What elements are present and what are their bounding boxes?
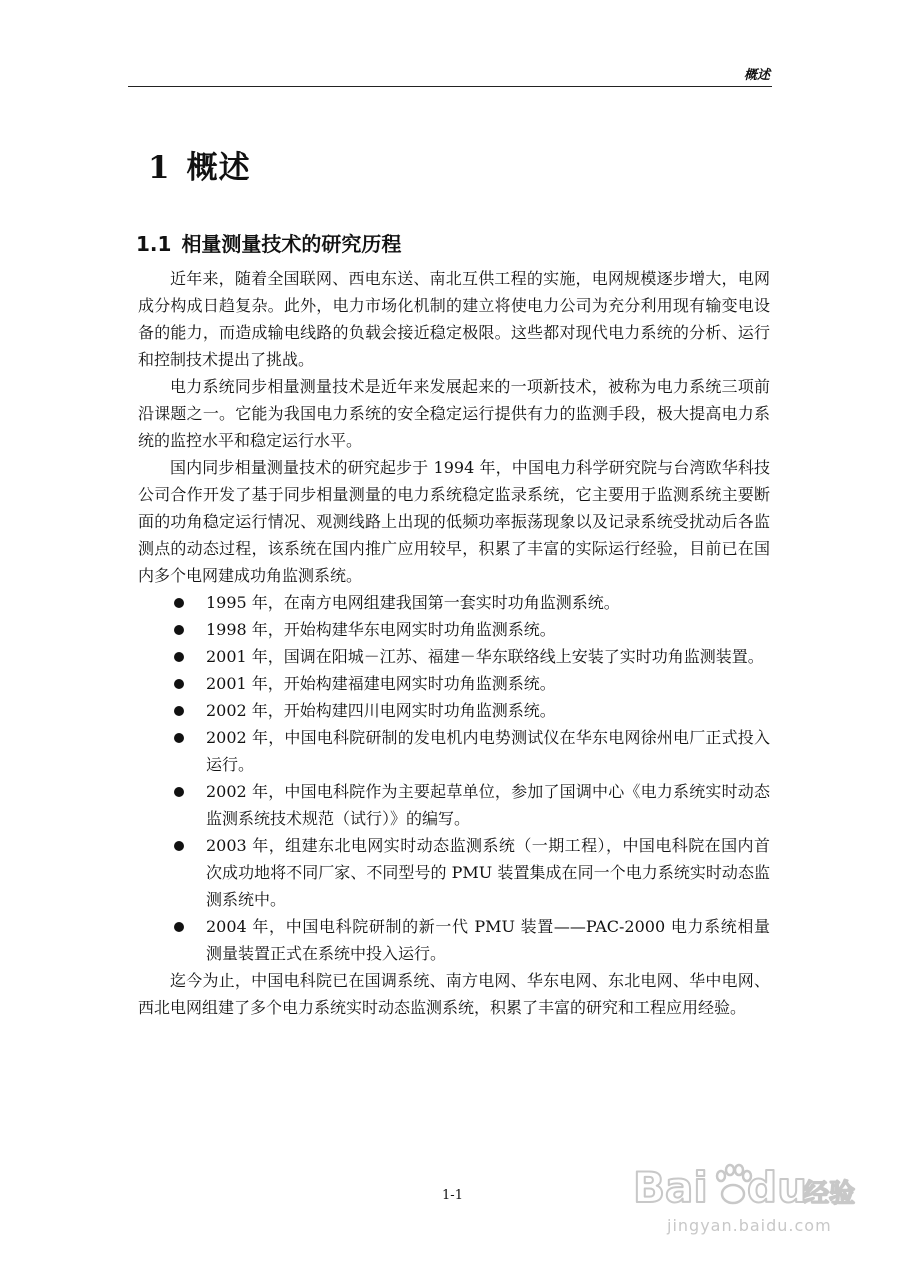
paragraph: 国内同步相量测量技术的研究起步于 1994 年，中国电力科学研究院与台湾欧华科技公司合作开发了基于同步相量测量的电力系统稳定监录系统，它主要用于监测系统主要断面的功角稳定运行情况、观测线路上出现的低频功率振荡现象以及记录系统受扰动后各监测点的动态过程，该系统在国内推广应用较早，积累了丰富的实际运行经验，目前已在国内多个电网建成功角监测系统。 bbox=[138, 458, 770, 585]
chapter-title bbox=[148, 142, 251, 187]
bullet-icon bbox=[174, 598, 184, 608]
section-number: 1.1 bbox=[136, 232, 172, 256]
list-item bbox=[138, 589, 770, 616]
list-item-text: 1995 年，在南方电网组建我国第一套实时功角监测系统。 bbox=[206, 593, 620, 612]
list-item-text: 2002 年，中国电科院研制的发电机内电势测试仪在华东电网徐州电厂正式投入运行。 bbox=[206, 728, 770, 774]
closing-paragraph: 迄今为止，中国电科院已在国调系统、南方电网、华东电网、东北电网、华中电网、西北电网组建了多个电力系统实时动态监测系统，积累了丰富的研究和工程应用经验。 bbox=[138, 971, 770, 1017]
list-item bbox=[138, 616, 770, 643]
page-number: 1-1 bbox=[442, 1188, 463, 1203]
bullet-icon bbox=[174, 922, 184, 932]
bullet-icon bbox=[174, 787, 184, 797]
list-item bbox=[138, 643, 770, 670]
bullet-icon bbox=[174, 841, 184, 851]
list-item-text: 1998 年，开始构建华东电网实时功角监测系统。 bbox=[206, 620, 556, 639]
paragraph: 近年来，随着全国联网、西电东送、南北互供工程的实施，电网规模逐步增大，电网成分构成日趋复杂。此外，电力市场化机制的建立将使电力公司为充分利用现有输变电设备的能力，而造成输电线路的负载会接近稳定极限。这些都对现代电力系统的分析、运行和控制技术提出了挑战。 bbox=[138, 269, 770, 369]
svg-text:经验: 经验 bbox=[803, 1179, 856, 1209]
paragraph: 电力系统同步相量测量技术是近年来发展起来的一项新技术，被称为电力系统三项前沿课题之一。它能为我国电力系统的安全稳定运行提供有力的监测手段，极大提高电力系统的监控水平和稳定运行水平。 bbox=[138, 377, 770, 450]
chapter-number: 1 bbox=[148, 150, 171, 186]
list-item bbox=[138, 913, 770, 967]
list-item-text: 2001 年，开始构建福建电网实时功角监测系统。 bbox=[206, 674, 556, 693]
list-item-text: 2004 年，中国电科院研制的新一代 PMU 装置——PAC-2000 电力系统相量测量装置正式在系统中投入运行。 bbox=[206, 917, 770, 963]
bullet-icon bbox=[174, 652, 184, 662]
baidu-jingyan-logo bbox=[633, 1156, 861, 1214]
list-item-text: 2001 年，国调在阳城－江苏、福建－华东联络线上安装了实时功角监测装置。 bbox=[206, 647, 764, 666]
bullet-icon bbox=[174, 679, 184, 689]
section-title bbox=[136, 228, 401, 257]
body-text bbox=[138, 265, 770, 1021]
svg-text:du: du bbox=[747, 1163, 807, 1212]
header-rule bbox=[128, 86, 772, 87]
list-item-text: 2002 年，开始构建四川电网实时功角监测系统。 bbox=[206, 701, 556, 720]
chapter-title-text: 概述 bbox=[186, 150, 251, 186]
list-item bbox=[138, 697, 770, 724]
list-item bbox=[138, 670, 770, 697]
bullet-icon bbox=[174, 733, 184, 743]
watermark bbox=[627, 1150, 867, 1255]
watermark-url: jingyan.baidu.com bbox=[667, 1216, 832, 1235]
svg-text:Bai: Bai bbox=[633, 1163, 708, 1212]
list-item bbox=[138, 778, 770, 832]
bullet-icon bbox=[174, 706, 184, 716]
milestone-list bbox=[138, 589, 770, 967]
running-header: 概述 bbox=[743, 68, 770, 83]
list-item bbox=[138, 832, 770, 913]
list-item-text: 2003 年，组建东北电网实时动态监测系统（一期工程），中国电科院在国内首次成功地将不同厂家、不同型号的 PMU 装置集成在同一个电力系统实时动态监测系统中。 bbox=[206, 836, 770, 909]
list-item bbox=[138, 724, 770, 778]
section-title-text: 相量测量技术的研究历程 bbox=[181, 232, 402, 256]
list-item-text: 2002 年，中国电科院作为主要起草单位，参加了国调中心《电力系统实时动态监测系统技术规范（试行）》的编写。 bbox=[206, 782, 770, 828]
bullet-icon bbox=[174, 625, 184, 635]
